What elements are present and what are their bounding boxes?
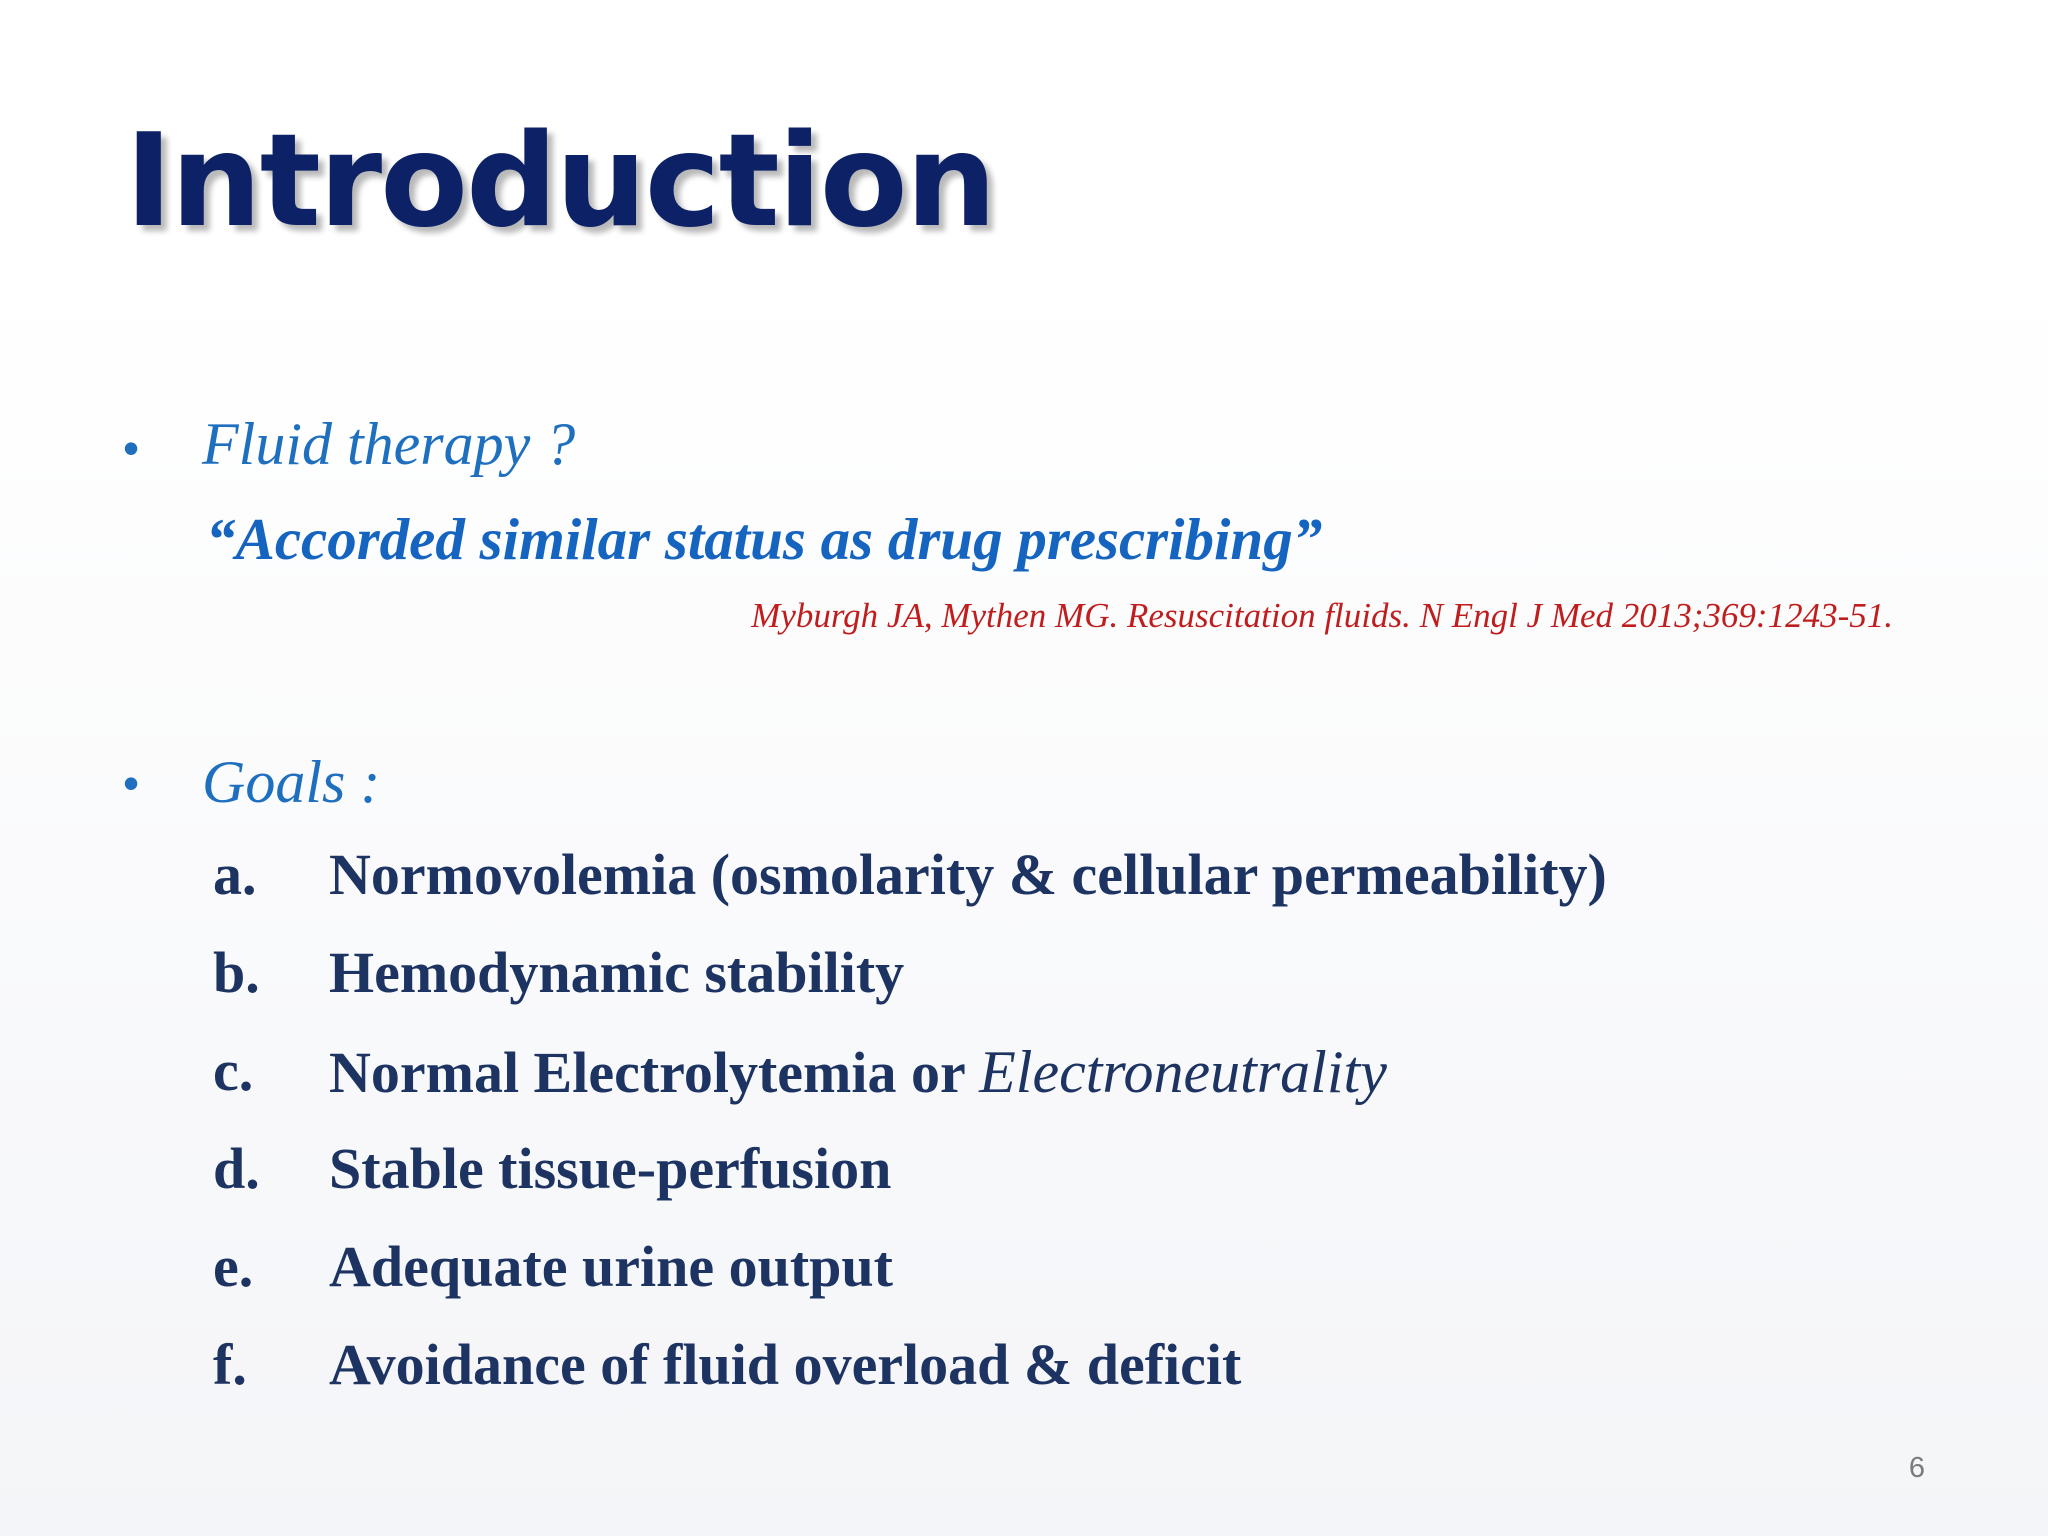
goal-emphasis: Electroneutrality	[979, 1039, 1387, 1105]
quote-text: “Accorded similar status as drug prescribing”	[206, 506, 1323, 572]
goal-text: Hemodynamic stability	[329, 940, 905, 1005]
citation: Myburgh JA, Mythen MG. Resuscitation fluids. N Engl J Med 2013;369:1243-51.	[751, 596, 1893, 635]
goal-text: Stable tissue-perfusion	[329, 1136, 892, 1201]
goal-text: Normal Electrolytemia or	[329, 1040, 980, 1105]
goal-letter: a.	[213, 842, 257, 907]
goal-letter: d.	[213, 1136, 260, 1201]
page-number: 6	[1908, 1452, 1925, 1484]
goal-text: Avoidance of fluid overload & deficit	[329, 1332, 1242, 1397]
bullet-point: •	[123, 757, 140, 809]
goal-letter: b.	[213, 940, 260, 1005]
goal-text-wrapper	[329, 1039, 1387, 1105]
fluid-therapy-label: Fluid therapy ?	[202, 411, 576, 477]
goal-text: Adequate urine output	[329, 1234, 893, 1299]
goal-letter: f.	[213, 1332, 247, 1397]
slide-title: Introduction	[125, 107, 995, 256]
goals-label: Goals :	[202, 749, 381, 815]
goal-letter: c.	[213, 1038, 254, 1103]
goal-text: Normovolemia (osmolarity & cellular permeability)	[329, 842, 1607, 907]
goal-letter: e.	[213, 1234, 254, 1299]
bullet-point: •	[123, 422, 140, 474]
